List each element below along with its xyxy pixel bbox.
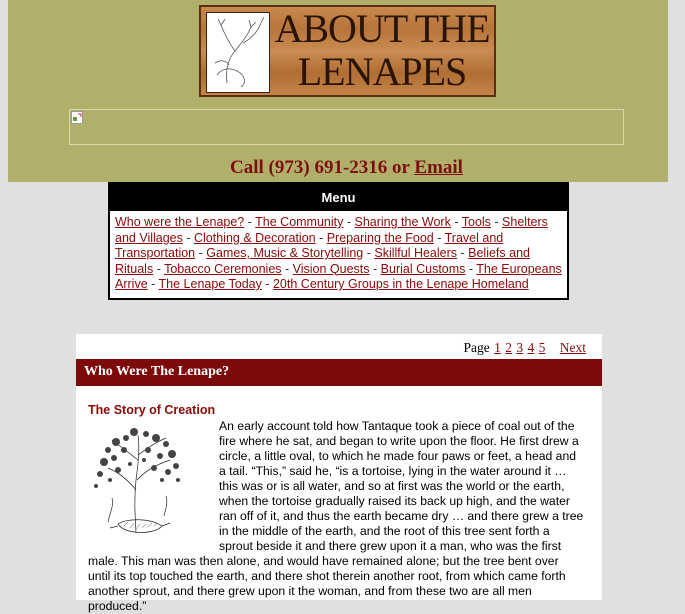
contact-line — [8, 157, 685, 179]
menu-link-who-were-the-lenape[interactable]: Who were the Lenape? — [115, 215, 245, 229]
content-panel — [76, 334, 602, 613]
pagination — [464, 340, 587, 356]
menu-separator: - — [315, 230, 327, 245]
menu-separator: - — [465, 261, 477, 276]
banner-image-placeholder[interactable] — [69, 109, 624, 145]
page-link-4[interactable]: 4 — [527, 340, 535, 355]
broken-image-icon — [71, 111, 83, 124]
site-logo[interactable] — [199, 5, 496, 97]
menu-link-sharing-the-work[interactable]: Sharing the Work — [354, 215, 451, 229]
menu-link-tools[interactable]: Tools — [461, 215, 491, 229]
story-body-text: An early account told how Tantaque took a piece of coal out of the fire where he sat, and began to write upon the floor. He first drew a circle, a little oval, to which he made four paws or feet, a head and a tail. “This,” said he, “is a tortoise, lying in the water around it … this was or is all water, and so at first was the world or the earth, when the tortoise gradually raised its back up high, and the water ran off of it, and thus the earth became dry … and there grew a tree in the middle of the earth, and the root of this tree sent forth a sprout beside it and there grew upon it a man, who was the first male. This man was then alone, and would have remained alone; but the tree bent over until its top touched the earth, and there shot therein another root, from which came forth another sprout, and there grew upon it the woman, and from these two are all men produced.” — [88, 419, 584, 613]
menu-separator: - — [457, 246, 469, 260]
menu-links — [110, 211, 567, 293]
email-link[interactable]: Email — [414, 157, 463, 178]
menu-box — [108, 182, 569, 300]
phone-text: Call (973) 691-2316 or — [230, 157, 415, 178]
logo-title: ABOUT THE LENAPES — [274, 6, 490, 94]
page-link-2[interactable]: 2 — [505, 340, 512, 355]
menu-link-shelters-and-villages[interactable]: Shelters and Villages — [115, 215, 548, 245]
page-link-1[interactable]: 1 — [494, 340, 501, 355]
menu-link-the-community[interactable]: The Community — [255, 215, 344, 229]
menu-title: Menu — [110, 184, 567, 211]
menu-link-travel-and-transportation[interactable]: Travel and Transportation — [115, 230, 504, 260]
next-page-link[interactable]: Next — [559, 340, 586, 355]
menu-link-vision-quests[interactable]: Vision Quests — [292, 261, 370, 276]
menu-separator: - — [343, 215, 355, 229]
menu-link-preparing-the-food[interactable]: Preparing the Food — [326, 230, 434, 245]
story-heading: The Story of Creation — [88, 403, 216, 417]
header — [8, 0, 668, 182]
section-title: Who Were The Lenape? — [84, 364, 230, 379]
menu-separator: - — [369, 261, 381, 276]
section-title-bar — [76, 359, 602, 386]
menu-link-tobacco-ceremonies[interactable]: Tobacco Ceremonies — [164, 261, 282, 276]
menu-link-beliefs-and-rituals[interactable]: Beliefs and Rituals — [115, 246, 530, 276]
menu-separator: - — [244, 215, 256, 229]
menu-link-the-lenape-today[interactable]: The Lenape Today — [158, 277, 262, 291]
menu-link-skillful-healers[interactable]: Skillful Healers — [374, 246, 458, 260]
menu-separator: - — [261, 277, 273, 291]
page-label: Page — [463, 340, 490, 355]
menu-separator: - — [281, 261, 293, 276]
menu-separator: - — [490, 215, 503, 229]
menu-link-20th-century-groups-in-the-lenape-homeland[interactable]: 20th Century Groups in the Lenape Homeland — [272, 277, 529, 291]
menu-separator: - — [450, 215, 462, 229]
menu-separator: - — [182, 230, 194, 245]
menu-separator: - — [195, 246, 207, 260]
page-link-3[interactable]: 3 — [516, 340, 524, 355]
logo-sketch-image — [206, 12, 270, 93]
menu-link-clothing-decoration[interactable]: Clothing & Decoration — [194, 230, 316, 245]
menu-separator: - — [147, 277, 159, 291]
menu-separator: - — [153, 261, 165, 276]
menu-separator: - — [433, 230, 445, 245]
story-body — [88, 419, 584, 614]
menu-link-the-europeans-arrive[interactable]: The Europeans Arrive — [115, 261, 562, 291]
menu-separator: - — [363, 246, 375, 260]
menu-link-games-music-storytelling[interactable]: Games, Music & Storytelling — [206, 246, 364, 260]
menu-link-burial-customs[interactable]: Burial Customs — [380, 261, 466, 276]
page-link-5[interactable]: 5 — [538, 340, 546, 355]
